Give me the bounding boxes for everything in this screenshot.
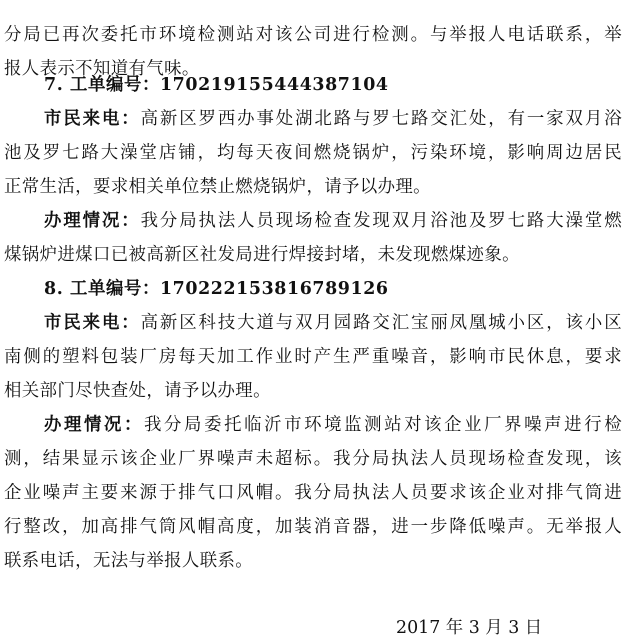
paragraph-first-line: [44, 306, 622, 340]
paragraph-first-line: [44, 204, 622, 238]
handling-label: 办理情况：: [44, 415, 145, 435]
citizen-call-label: 市民来电：: [44, 313, 141, 333]
text-line: 高新区罗西办事处湖北路与罗七路交汇处，有一家双月浴: [140, 109, 622, 129]
paragraph-first-line: [44, 408, 622, 442]
text-line: 煤锅炉进煤口已被高新区社发局进行焊接封堵，未发现燃煤迹象。: [4, 245, 520, 265]
item-label: 工单编号：: [70, 279, 160, 299]
text-line: 报人表示不知道有气味。: [4, 59, 200, 79]
text-line: 企业噪声主要来源于排气口风帽。我分局执法人员要求该企业对排气筒进: [4, 483, 622, 503]
citizen-call-label: 市民来电：: [44, 109, 141, 129]
work-order-heading: [44, 68, 389, 102]
text-line: 相关部门尽快查处，请予以办理。: [4, 381, 271, 401]
text-line: 测，结果显示该企业厂界噪声未超标。我分局执法人员现场检查发现，该: [4, 449, 622, 469]
item-label: 工单编号：: [70, 75, 160, 95]
item-number: 8.: [44, 279, 64, 299]
text-line: 高新区科技大道与双月园路交汇宝丽凤凰城小区，该小区: [140, 313, 622, 333]
text-line: 联系电话，无法与举报人联系。: [4, 551, 254, 571]
text-line: 正常生活，要求相关单位禁止燃烧锅炉，请予以办理。: [4, 177, 431, 197]
handling-label: 办理情况：: [44, 211, 141, 231]
text-line: 行整改，加高排气筒风帽高度，加装消音器，进一步降低噪声。无举报人: [4, 517, 622, 537]
text-line: 南侧的塑料包装厂房每天加工作业时产生严重噪音，影响市民休息，要求: [4, 347, 622, 367]
text-line: 池及罗七路大澡堂店铺，均每天夜间燃烧锅炉，污染环境，影响周边居民: [4, 143, 622, 163]
text-line: 分局已再次委托市环境检测站对该公司进行检测。与举报人电话联系，举: [4, 25, 622, 45]
paragraph-first-line: [44, 102, 622, 136]
work-order-number: 170222153816789126: [159, 279, 389, 299]
text-line: 我分局执法人员现场检查发现双月浴池及罗七路大澡堂燃: [140, 211, 622, 231]
work-order-number: 170219155444387104: [159, 75, 389, 95]
text-line: 我分局委托临沂市环境监测站对该企业厂界噪声进行检: [144, 415, 622, 435]
item-number: 7.: [44, 75, 64, 95]
work-order-heading: [44, 272, 389, 306]
document-date: 2017 年 3 月 3 日: [396, 618, 543, 638]
